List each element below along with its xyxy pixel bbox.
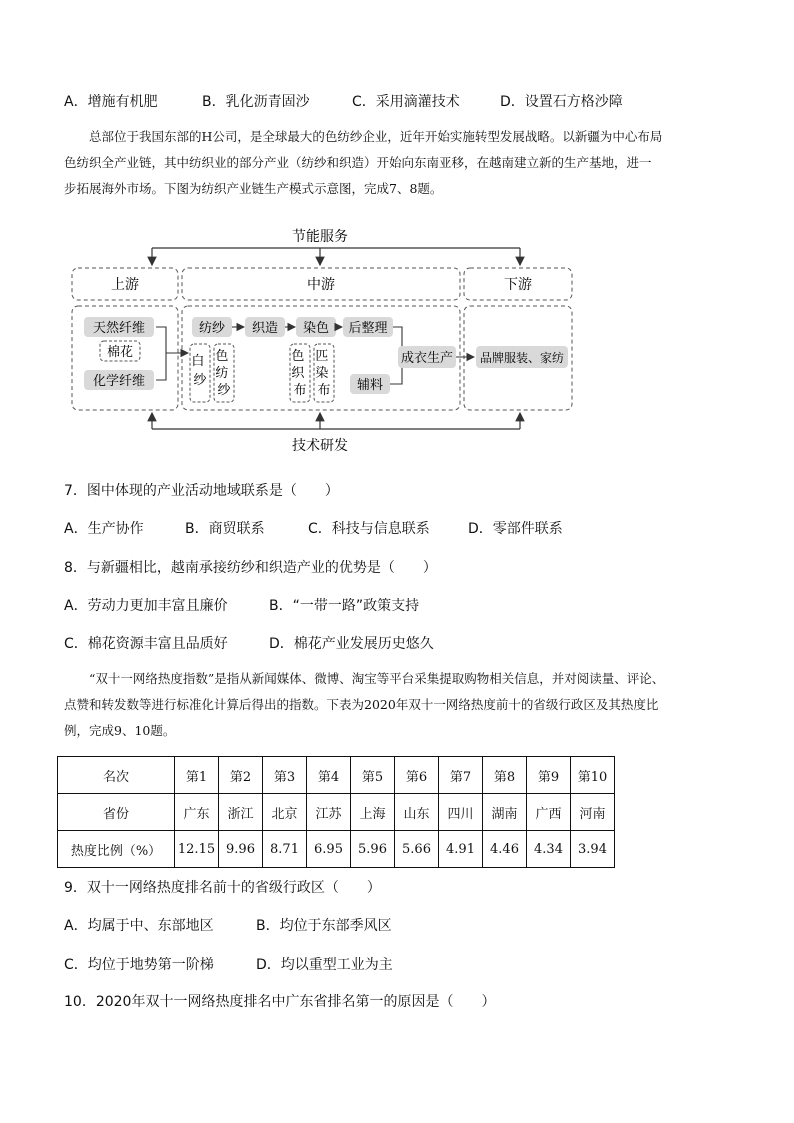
q9-option-a[interactable]: A．均属于中、东部地区 xyxy=(64,918,214,934)
label-upstream: 上游 xyxy=(111,277,139,293)
label-chemical-fiber: 化学纤维 xyxy=(92,374,146,389)
table-cell: 4.34 xyxy=(527,831,571,868)
q6-option-b[interactable]: B．乳化沥青固沙 xyxy=(202,94,310,110)
table-row-label: 热度比例（%） xyxy=(58,831,175,868)
char: 布 xyxy=(293,383,307,398)
table-cell: 第2 xyxy=(219,757,263,794)
q7-option-d[interactable]: D．零部件联系 xyxy=(468,521,563,537)
q8-option-b[interactable]: B．“一带一路”政策支持 xyxy=(269,598,420,614)
label-dyed-fabric xyxy=(315,349,332,398)
table-cell: 第7 xyxy=(439,757,483,794)
table-cell: 第10 xyxy=(571,757,615,794)
label-downstream: 下游 xyxy=(504,277,532,293)
q8-stem: 8．与新疆相比，越南承接纺纱和织造产业的优势是（ ） xyxy=(64,560,437,576)
table-cell: 山东 xyxy=(395,794,439,831)
table-cell: 第1 xyxy=(175,757,219,794)
label-cotton: 棉花 xyxy=(106,345,134,360)
passage-textile-line: 色纺织全产业链，其中纺织业的部分产业（纺纱和织造）开始向东南亚移，在越南建立新的生产基地，进一 xyxy=(64,155,652,170)
table-cell: 湖南 xyxy=(483,794,527,831)
passage-double-eleven xyxy=(64,666,736,744)
q6-option-d[interactable]: D．设置石方格沙障 xyxy=(500,94,623,110)
table-cell: 第8 xyxy=(483,757,527,794)
char: 纱 xyxy=(193,373,207,388)
table-cell: 北京 xyxy=(263,794,307,831)
table-cell: 第4 xyxy=(307,757,351,794)
table-cell: 浙江 xyxy=(219,794,263,831)
passage-textile-line: 步拓展海外市场。下图为纺织产业链生产模式示意图，完成7、8题。 xyxy=(64,181,443,196)
table-cell: 9.96 xyxy=(219,831,263,868)
table-row-rank xyxy=(58,757,615,794)
q6-option-a[interactable]: A．增施有机肥 xyxy=(64,94,158,110)
label-tech-rd: 技术研发 xyxy=(292,438,348,454)
label-energy-service: 节能服务 xyxy=(292,229,348,245)
q9-options-row1 xyxy=(64,915,392,935)
q8-options-row2 xyxy=(64,633,434,653)
q9-option-c[interactable]: C．均位于地势第一阶梯 xyxy=(64,957,214,973)
table-cell: 5.96 xyxy=(351,831,395,868)
table-cell: 第9 xyxy=(527,757,571,794)
table-cell: 4.46 xyxy=(483,831,527,868)
char: 纱 xyxy=(217,383,231,398)
q10-stem: 10．2020年双十一网络热度排名中广东省排名第一的原因是（ ） xyxy=(64,994,496,1010)
table-cell: 3.94 xyxy=(571,831,615,868)
q7-option-c[interactable]: C．科技与信息联系 xyxy=(308,521,430,537)
table-cell: 江苏 xyxy=(307,794,351,831)
q7-option-b[interactable]: B．商贸联系 xyxy=(185,521,265,537)
q8-options-row1 xyxy=(64,595,419,615)
char: 纺 xyxy=(215,366,229,381)
label-color-yarn xyxy=(215,349,232,398)
table-row-province xyxy=(58,794,615,831)
textile-chain-diagram xyxy=(62,222,582,462)
q8-option-a[interactable]: A．劳动力更加丰富且廉价 xyxy=(64,598,228,614)
label-garment: 成衣生产 xyxy=(400,351,454,366)
table-cell: 广东 xyxy=(175,794,219,831)
table-cell: 广西 xyxy=(527,794,571,831)
q6-option-c[interactable]: C．采用滴灌技术 xyxy=(352,94,460,110)
passage-textile xyxy=(64,124,736,202)
q9-option-b[interactable]: B．均位于东部季风区 xyxy=(256,918,392,934)
table-cell: 第3 xyxy=(263,757,307,794)
q9-option-d[interactable]: D．均以重型工业为主 xyxy=(256,957,393,973)
label-dyeing: 染色 xyxy=(302,321,330,336)
q9-options-row2 xyxy=(64,954,393,974)
table-cell: 8.71 xyxy=(263,831,307,868)
char: 白 xyxy=(191,354,205,369)
label-accessories: 辅料 xyxy=(356,378,384,393)
q7-option-a[interactable]: A．生产协作 xyxy=(64,521,144,537)
table-cell: 5.66 xyxy=(395,831,439,868)
q8-option-d[interactable]: D．棉花产业发展历史悠久 xyxy=(269,636,434,652)
label-spinning: 纺纱 xyxy=(198,321,226,336)
table-row-heat xyxy=(58,831,615,868)
textile-chain-svg xyxy=(62,222,582,462)
table-cell: 12.15 xyxy=(175,831,219,868)
q7-stem: 7．图中体现的产业活动地域联系是（ ） xyxy=(64,483,339,499)
char: 染 xyxy=(315,366,329,381)
table-cell: 第5 xyxy=(351,757,395,794)
heat-table xyxy=(57,756,615,868)
table-cell: 第6 xyxy=(395,757,439,794)
q8-option-c[interactable]: C．棉花资源丰富且品质好 xyxy=(64,636,228,652)
table-row-label: 省份 xyxy=(58,794,175,831)
passage-double-eleven-line: 点赞和转发数等进行标准化计算后得出的指数。下表为2020年双十一网络热度前十的省级行政区及其热度比 xyxy=(64,697,659,712)
char: 匹 xyxy=(315,349,329,364)
label-color-fabric xyxy=(291,349,308,398)
q9-stem: 9．双十一网络热度排名前十的省级行政区（ ） xyxy=(64,880,381,896)
label-natural-fiber: 天然纤维 xyxy=(92,321,146,336)
q6-options xyxy=(64,91,623,111)
label-midstream: 中游 xyxy=(307,277,335,293)
table-row-label: 名次 xyxy=(58,757,175,794)
table-cell: 4.91 xyxy=(439,831,483,868)
label-finishing: 后整理 xyxy=(348,321,388,336)
passage-double-eleven-line: 例，完成9、10题。 xyxy=(64,723,176,738)
label-weaving: 织造 xyxy=(251,321,279,336)
passage-double-eleven-line: “双十一网络热度指数”是指从新闻媒体、微博、淘宝等平台采集提取购物相关信息，并对阅读量、评论、 xyxy=(89,671,665,686)
char: 色 xyxy=(291,349,305,364)
table-cell: 上海 xyxy=(351,794,395,831)
char: 织 xyxy=(291,366,305,381)
table-cell: 河南 xyxy=(571,794,615,831)
passage-textile-line: 总部位于我国东部的H公司，是全球最大的色纺纱企业，近年开始实施转型发展战略。以新疆为中心布局 xyxy=(89,129,663,144)
char: 布 xyxy=(317,383,331,398)
q7-options xyxy=(64,518,563,538)
table-cell: 6.95 xyxy=(307,831,351,868)
label-brand: 品牌服装、家纺 xyxy=(479,351,565,365)
char: 色 xyxy=(215,349,229,364)
table-cell: 四川 xyxy=(439,794,483,831)
